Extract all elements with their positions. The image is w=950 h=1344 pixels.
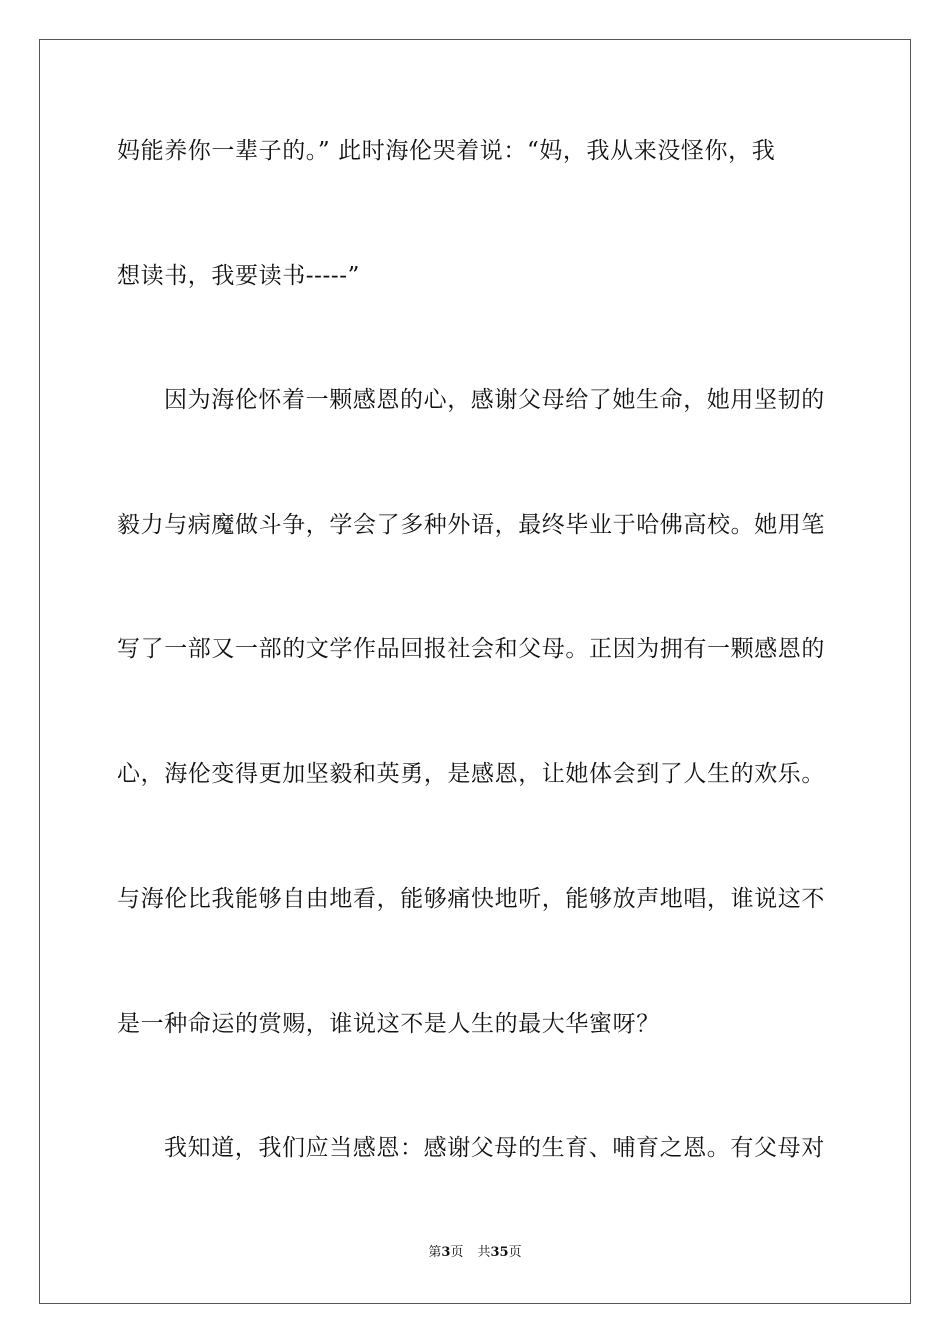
page-number: 3 [441,1245,451,1260]
page-border [39,39,911,1304]
page-prefix: 第 [428,1245,442,1260]
page-suffix: 页 [450,1245,464,1260]
paragraph-first-line: 因为海伦怀着一颗感恩的心，感谢父母给了她生命，她用坚韧的 [164,387,825,413]
text-line: 心，海伦变得更加坚毅和英勇，是感恩，让她体会到了人生的欢乐。 [117,761,825,787]
paragraph-first-line: 我知道，我们应当感恩：感谢父母的生育、哺育之恩。有父母对 [164,1135,825,1161]
text-line: 是一种命运的赏赐，谁说这不是人生的最大华蜜呀？ [117,1011,660,1037]
total-pages: 35 [490,1245,509,1260]
total-prefix: 共 [477,1245,491,1260]
text-line: 想读书，我要读书-----” [117,263,361,289]
page-footer [0,1244,950,1262]
text-line: 与海伦比我能够自由地看，能够痛快地听，能够放声地唱，谁说这不 [117,886,825,912]
text-line: 妈能养你一辈子的。” 此时海伦哭着说：“妈，我从来没怪你，我 [117,138,776,164]
text-line: 毅力与病魔做斗争，学会了多种外语，最终毕业于哈佛高校。她用笔 [117,512,825,538]
text-line: 写了一部又一部的文学作品回报社会和父母。正因为拥有一颗感恩的 [117,636,825,662]
total-suffix: 页 [508,1245,522,1260]
